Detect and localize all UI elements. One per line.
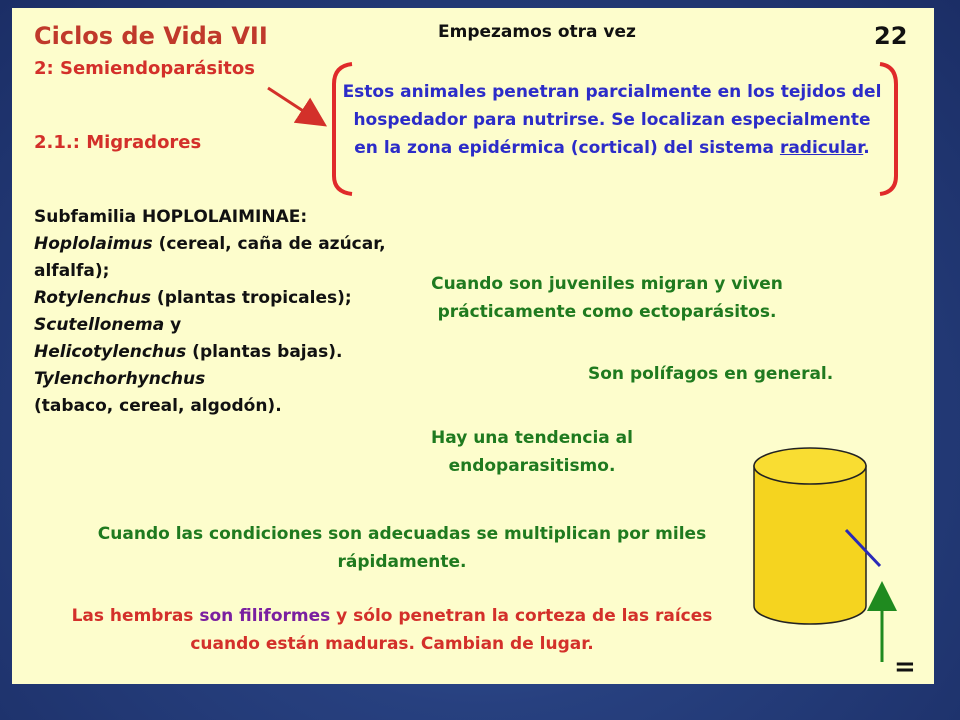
- description-box: [342, 78, 882, 162]
- genus-name: Tylenchorhynchus: [34, 369, 206, 389]
- description-end: .: [863, 138, 870, 158]
- genus-name: Rotylenchus: [34, 288, 151, 308]
- endoparasitism-note: Hay una tendencia al endoparasitismo.: [431, 428, 633, 476]
- page-number: 22: [874, 22, 908, 50]
- multiplication-note: Cuando las condiciones son adecuadas se multiplican por miles rápidamente.: [97, 524, 707, 572]
- females-text-2: y sólo penetran la corteza de las raíces cuando están maduras. Cambian de lugar.: [190, 606, 713, 654]
- slide: [12, 8, 934, 684]
- subfamily-list: [34, 204, 394, 420]
- genus-name: Hoplolaimus: [34, 234, 153, 254]
- females-text-1: Las hembras: [71, 606, 200, 626]
- females-text-highlight: son filiformes: [199, 606, 331, 626]
- genus-connector: y: [164, 315, 182, 335]
- subtitle-migradores: 2.1.: Migradores: [34, 132, 202, 153]
- list-item: [34, 231, 394, 285]
- slide-heading: Empezamos otra vez: [438, 22, 636, 42]
- pointer-arrow: [268, 88, 317, 120]
- list-item: [34, 312, 394, 339]
- genus-name: Helicotylenchus: [34, 342, 187, 362]
- subtitle-semiendoparasitos: 2: Semiendoparásitos: [34, 58, 255, 79]
- genus-name: Scutellonema: [34, 315, 165, 335]
- radicular-link[interactable]: radicular: [779, 138, 864, 158]
- genus-hosts: (tabaco, cereal, algodón).: [34, 396, 282, 416]
- genus-hosts: (plantas tropicales);: [151, 288, 352, 308]
- slide-title: Ciclos de Vida VII: [34, 22, 268, 50]
- genus-hosts: (cereal, caña de azúcar, alfalfa);: [34, 234, 386, 281]
- description-text: Estos animales penetran parcialmente en los tejidos del hospedador para nutrirse. Se localizan especialmente en la zona epidérmica (cortical) del sistema: [342, 82, 882, 158]
- right-brace: [880, 64, 896, 194]
- list-item: [34, 366, 394, 393]
- subfamily-header: Subfamilia HOPLOLAIMINAE:: [34, 207, 308, 227]
- genus-hosts: (plantas bajas).: [186, 342, 343, 362]
- polyphagous-note: Son polífagos en general.: [588, 364, 834, 384]
- list-item: [34, 285, 394, 312]
- females-note: [42, 602, 742, 658]
- equals-sign: =: [894, 652, 916, 682]
- list-item: [34, 339, 394, 366]
- cylinder-illustration: [754, 448, 866, 624]
- juvenile-note: Cuando son juveniles migran y viven prácticamente como ectoparásitos.: [431, 274, 783, 322]
